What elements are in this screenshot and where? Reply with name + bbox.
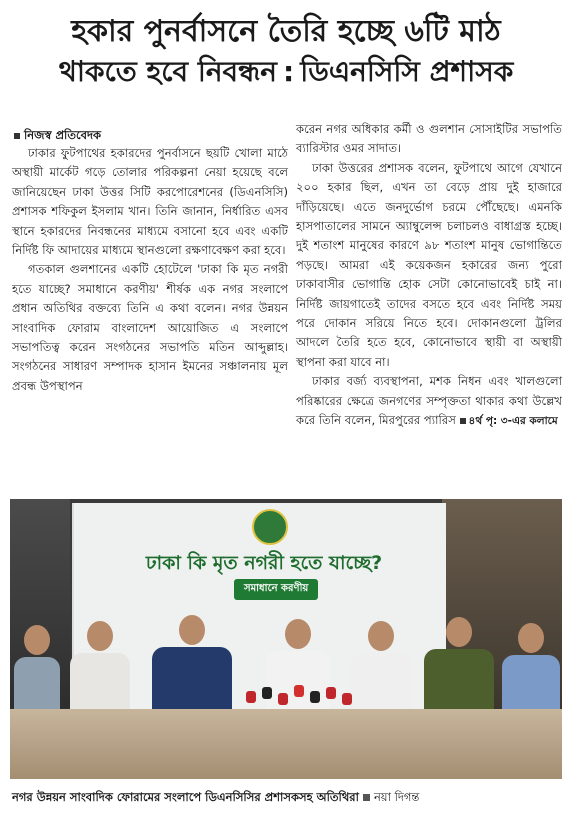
headline-line-2 xyxy=(8,52,564,92)
article-paragraph: করেন নগর অধিকার কর্মী ও গুলশান সোসাইটির সভাপতি ব্যারিস্টার ওমর সাদাত। xyxy=(296,122,562,156)
guest-figure xyxy=(70,621,130,713)
microphone-icon xyxy=(278,693,288,705)
photo-caption xyxy=(12,789,560,808)
microphone-icon xyxy=(310,691,320,703)
article-paragraph xyxy=(296,372,562,431)
bullet-square-icon xyxy=(460,418,466,424)
headline-attribution: ডিএনসিসি প্রশাসক xyxy=(300,55,514,88)
microphone-icon xyxy=(262,687,272,699)
organizer-logo-icon xyxy=(252,509,288,545)
continuation-text: ৪র্থ পৃ: ৩-এর কলামে xyxy=(468,415,558,428)
continuation-note xyxy=(460,415,558,427)
bullet-square-icon xyxy=(363,794,370,801)
article-paragraph: ঢাকার ফুটপাথের হকারদের পুনর্বাসনে ছয়টি খোলা মাঠে অস্থায়ী মার্কেট গড়ে তোলার পরিকল্পনা নেয়া হয়েছে বলে জানিয়েছেন ঢাকা উত্তর সিটি করপোরেশনের (ডিএনসিসি) প্রশাসক শফিকুল ইসলাম খান। তিনি জানান, নির্ধারিত এসব স্থানে হকারদের নিবন্ধনের মাধ্যমে বসানো হবে এবং একটি নির্দিষ্ট ফি আদায়ের মাধ্যমে স্থানগুলো রক্ষণাবেক্ষণ করা হবে। xyxy=(12,146,288,258)
event-photo xyxy=(10,499,562,779)
top-clipped-strip xyxy=(0,0,572,6)
banner-title: ঢাকা কি মৃত নগরী হতে যাচ্ছে? xyxy=(145,552,383,574)
caption-text: নগর উন্নয়ন সাংবাদিক ফোরামের সংলাপে ডিএনসিসির প্রশাসকসহ অতিথিরা xyxy=(12,790,359,804)
headline-line-1: হকার পুনর্বাসনে তৈরি হচ্ছে ৬টি মাঠ xyxy=(71,14,501,49)
article-paragraph-text: ঢাকার বর্জ্য ব্যবস্থাপনা, মশক নিধন এবং খালগুলো পরিষ্কারের ক্ষেত্রে জনগণের সম্পৃক্ততা থাকার কথা উল্লেখ করে তিনি বলেন, মিরপুরের প্যারিস xyxy=(296,374,562,428)
conference-table xyxy=(10,709,562,779)
banner-subtitle: সমাধানে করণীয় xyxy=(234,579,318,600)
headline-separator: : xyxy=(283,55,295,88)
article-column-right xyxy=(296,120,562,432)
bullet-square-icon xyxy=(14,133,20,139)
headline-main: থাকতে হবে নিবন্ধন xyxy=(58,55,278,88)
article-paragraph: ঢাকা উত্তরের প্রশাসক বলেন, ফুটপাথে আগে যেখানে ২০০ হকার ছিল, এখন তা বেড়ে প্রায় দুই হাজারে দাঁড়িয়েছে। এতে জনদুর্ভোগ চরমে পৌঁছেছে। এমনকি হাসপাতালের সামনে অ্যাম্বুলেন্স চলাচলও বাধাগ্রস্ত হচ্ছে। দুই শতাংশ মানুষের কারণে ৯৮ শতাংশ মানুষ ভোগান্তিতে পড়ছে। আমরা এই কয়েকজন হকারের জন্য পুরো ঢাকাবাসীর ভোগান্তি হোক সেটা কোনোভাবেই চাই না। নির্দিষ্ট জায়গাতেই তাদের বসতে হবে এবং নির্দিষ্ট সময় পরে দোকান সরিয়ে নিতে হবে। দোকানগুলো ট্রলির আদলে তৈরি হতে হবে, কোনোভাবে স্থায়ী বা অস্থায়ী স্থাপনা করা যাবে না। xyxy=(296,160,562,369)
photo-credit: নয়া দিগন্ত xyxy=(373,790,420,804)
microphone-icon xyxy=(294,685,304,697)
article-paragraph: গতকাল গুলশানের একটি হোটেলে 'ঢাকা কি মৃত নগরী হতে যাচ্ছে? সমাধানে করণীয়' শীর্ষক এক নগর সংলাপে প্রধান অতিথির বক্তব্যে তিনি এ কথা বলেন। নগর উন্নয়ন সাংবাদিক ফোরাম বাংলাদেশ আয়োজিত এ সংলাপে সভাপতিত্ব করেন সংগঠনের সভাপতি মতিন আব্দুল্লাহ। সংগঠনের সাধারণ সম্পাদক হাসান ইমনের সঞ্চালনায় মূল প্রবন্ধ উপস্থাপন xyxy=(12,262,288,393)
guest-figure xyxy=(350,621,412,713)
headline xyxy=(8,12,564,92)
microphone-icon xyxy=(326,687,336,699)
guest-figure xyxy=(424,617,494,713)
guest-figure xyxy=(152,615,232,713)
microphone-icon xyxy=(342,693,352,705)
microphone-icon xyxy=(246,691,256,703)
guest-figure xyxy=(14,625,60,713)
byline-text: নিজস্ব প্রতিবেদক xyxy=(24,128,102,142)
guest-figure xyxy=(502,623,560,713)
article-column-left xyxy=(12,144,288,396)
